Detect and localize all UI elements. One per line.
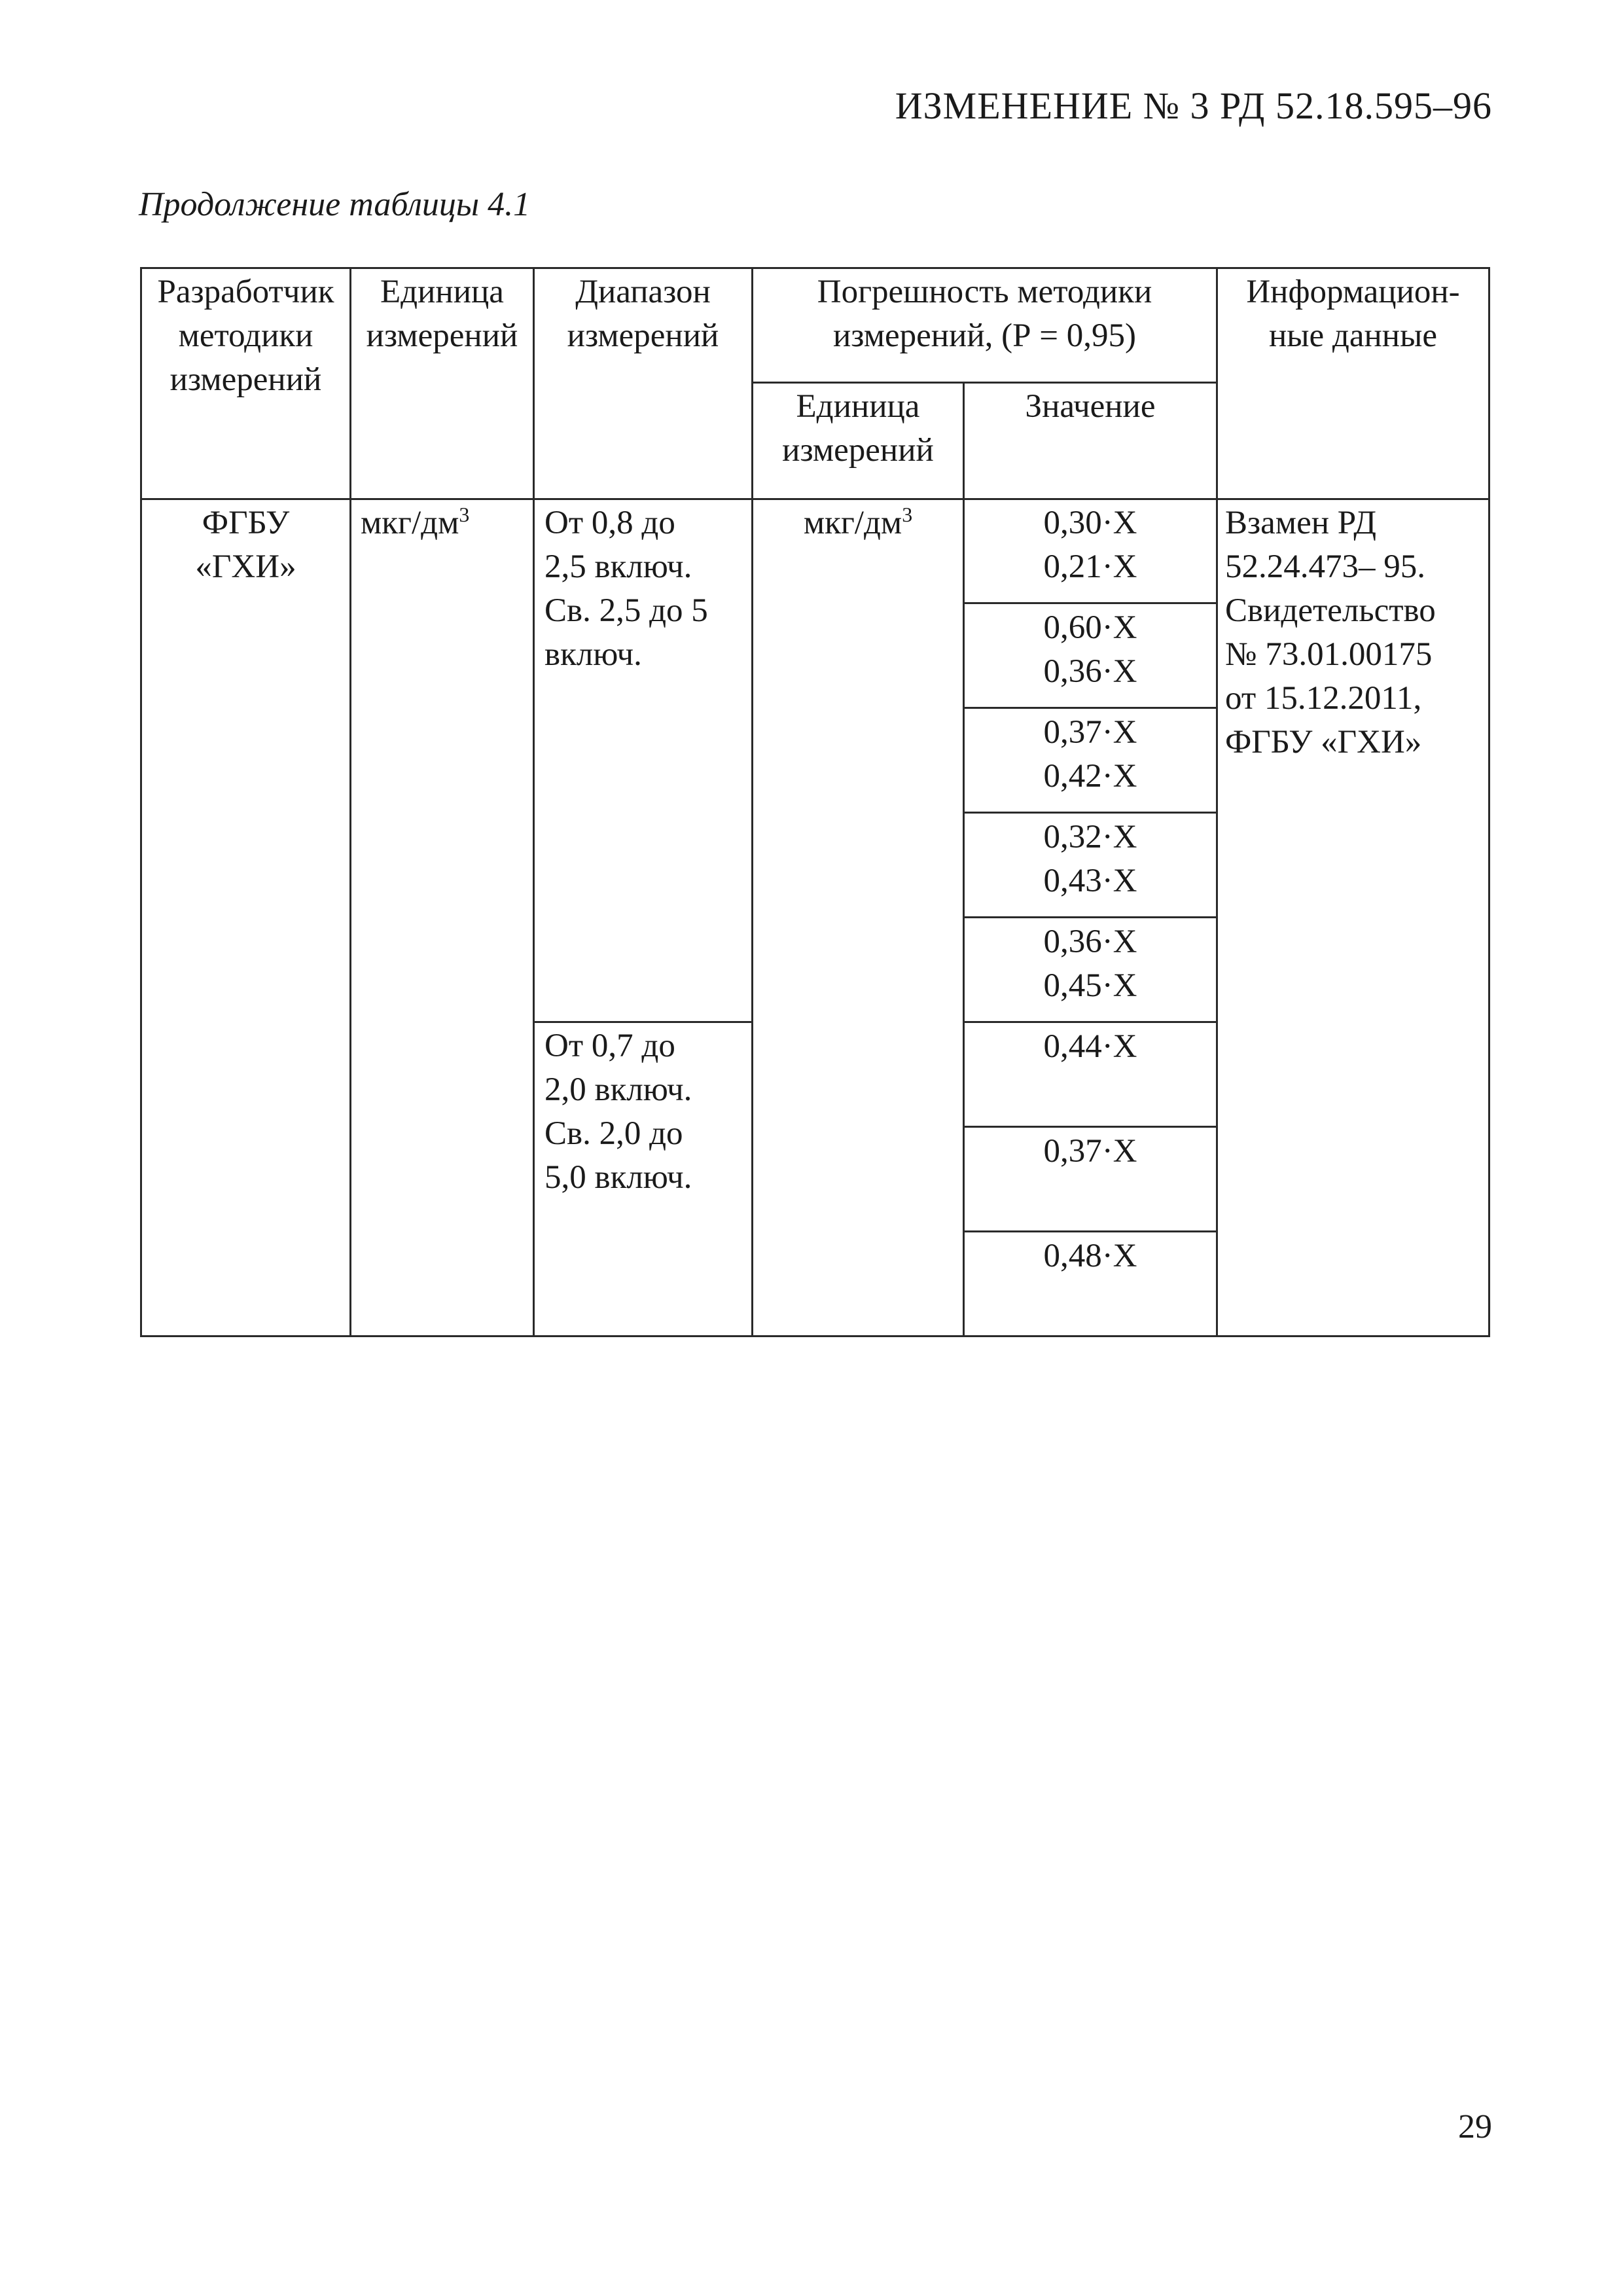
header-developer: Разработчик методики измерений [157,274,334,398]
page-number: 29 [1458,2108,1492,2145]
value-row-divider [964,916,1217,918]
header-range: Диапазон измерений [567,274,719,354]
column-divider [349,267,351,1337]
cell-error-value: 0,44·Х [1043,1028,1137,1065]
cell-unit: мкг/$дм^3$ [361,503,470,541]
header-error-value: Значение [1025,388,1156,425]
value-row-divider [964,1230,1217,1232]
cell-error-value: 0,36·Х 0,45·Х [1043,924,1137,1004]
header-subrow-divider [753,382,1217,384]
value-row-divider [964,602,1217,604]
cell-error-value: 0,48·Х [1043,1238,1137,1274]
header-error-unit: Единица измерений [782,388,934,469]
cell-error-unit: мкг/$дм^3$ [803,503,913,541]
value-row-divider [964,812,1217,814]
cell-error-value: 0,32·Х 0,43·Х [1043,819,1137,899]
header-info: Информацион- ные данные [1246,274,1460,354]
header-error-group: Погрешность методики измерений, (Р = 0,95) [817,274,1152,354]
value-row-divider [964,1126,1217,1128]
cell-error-value: 0,60·Х 0,36·Х [1043,609,1137,690]
document-header: ИЗМЕНЕНИЕ № 3 РД 52.18.595–96 [895,84,1492,127]
value-row-divider [964,707,1217,709]
cell-developer: ФГБУ «ГХИ» [195,505,296,585]
table-right-border [1488,267,1490,1337]
cell-error-value: 0,37·Х 0,42·Х [1043,714,1137,795]
cell-error-value: 0,37·Х [1043,1133,1137,1170]
cell-info: Взамен РД 52.24.473– 95. Свидетельство № 73.01.00175 от 15.12.2011, ФГБУ «ГХИ» [1225,505,1436,761]
table-caption: Продолжение таблицы 4.1 [139,186,531,223]
header-unit: Единица измерений [366,274,518,354]
cell-range-a: От 0,8 до 2,5 включ. Св. 2,5 до 5 включ. [544,505,708,673]
table-top-border [140,267,1490,269]
cell-error-value: 0,30·Х 0,21·Х [1043,505,1137,585]
range-row-divider [534,1021,753,1023]
table-left-border [140,267,142,1337]
column-divider [1216,267,1218,1337]
column-divider [533,267,535,1337]
value-row-divider [964,1021,1217,1023]
table-bottom-border [140,1335,1490,1337]
header-bottom-border [140,498,1490,500]
cell-range-b: От 0,7 до 2,0 включ. Св. 2,0 до 5,0 включ. [544,1028,692,1196]
